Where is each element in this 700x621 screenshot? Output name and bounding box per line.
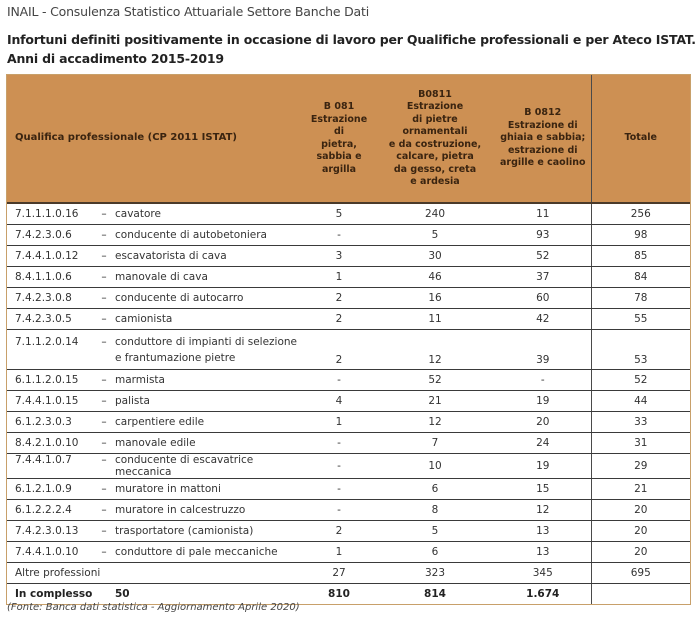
table-row: [7, 330, 690, 370]
separator-dash: –: [101, 546, 107, 558]
value-b0811: 52: [375, 370, 495, 391]
value-totale: 55: [591, 309, 690, 330]
total-label-cell: [7, 584, 303, 605]
total-value-4: 1.674: [526, 588, 560, 600]
qualifica-cell: [7, 412, 303, 433]
separator-dash: –: [101, 313, 107, 325]
qualifica-cell: [7, 521, 303, 542]
value-b0811: 6: [375, 542, 495, 563]
header-line: Estrazione: [406, 101, 464, 112]
qualifica-code: 8.4.2.1.0.10: [15, 437, 79, 449]
qualifica-name: [115, 313, 303, 325]
header-line: B 0812: [524, 107, 562, 119]
value-b081: 5: [303, 203, 375, 225]
qualifica-code: 7.4.2.3.0.6: [15, 229, 72, 241]
separator-dash: –: [101, 504, 107, 516]
separator-dash: –: [101, 374, 107, 386]
separator-dash: –: [101, 292, 107, 304]
value-b0812: 13: [495, 521, 591, 542]
value-b0812: 19: [495, 454, 591, 479]
separator-dash: –: [101, 416, 107, 428]
qualifica-content: [7, 454, 303, 478]
value-totale: 21: [591, 479, 690, 500]
qualifica-code: 6.1.2.2.2.4: [15, 504, 72, 516]
qualifica-name-line: muratore in calcestruzzo: [115, 504, 246, 516]
value-b0812: 39: [495, 330, 591, 370]
header-line: di pietre: [412, 113, 458, 125]
qualifica-content: [7, 229, 303, 241]
qualifica-name-line: conduttore di pale meccaniche: [115, 546, 278, 558]
value-b0811: 46: [375, 267, 495, 288]
table-header-row: [7, 75, 690, 203]
separator-dash: –: [101, 395, 107, 407]
value-totale: 20: [591, 521, 690, 542]
value-totale: 256: [591, 203, 690, 225]
table-row: [7, 433, 690, 454]
value-b081: 2: [303, 330, 375, 370]
qualifica-cell: [7, 246, 303, 267]
value-totale: 85: [591, 246, 690, 267]
header-totale: Totale: [591, 75, 690, 203]
total-value-3: 814: [424, 588, 446, 600]
value-b0812: 15: [495, 479, 591, 500]
qualifica-name-line: camionista: [115, 313, 173, 325]
grand-total-row: [7, 584, 690, 605]
qualifica-name: [115, 416, 303, 428]
qualifica-name-line: conduttore di impianti di selezione: [115, 335, 298, 348]
header-qualifica: Qualifica professionale (CP 2011 ISTAT): [7, 75, 303, 203]
header-line: B0811: [418, 88, 452, 100]
qualifica-name-line: escavatorista di cava: [115, 250, 227, 262]
qualifica-content: [7, 483, 303, 495]
value-b0812: 11: [495, 203, 591, 225]
qualifica-code: 7.4.2.3.0.13: [15, 525, 79, 537]
table-row: [7, 370, 690, 391]
table-row: [7, 267, 690, 288]
header-line: B 081: [323, 101, 355, 112]
title-line-2: Anni di accadimento 2015-2019: [7, 51, 224, 66]
value-b081: -: [303, 454, 375, 479]
qualifica-name: [115, 504, 303, 516]
qualifica-code: 7.4.4.1.0.15: [15, 395, 79, 407]
value-b0812: 12: [495, 500, 591, 521]
qualifica-code: 8.4.1.1.0.6: [15, 271, 72, 283]
value-totale: 33: [591, 412, 690, 433]
total-label-content: [7, 588, 303, 600]
table-row: [7, 391, 690, 412]
value-b0812: -: [495, 370, 591, 391]
separator-dash: –: [101, 250, 107, 262]
qualifica-cell: [7, 370, 303, 391]
header-b0811: [375, 75, 495, 203]
total-value-5: [591, 584, 690, 605]
value-totale: 78: [591, 288, 690, 309]
qualifica-content: [7, 525, 303, 537]
header-line: argilla: [321, 163, 357, 175]
table-body: [7, 203, 690, 604]
table-row: [7, 542, 690, 563]
qualifica-name-line: e frantumazione pietre: [115, 351, 236, 364]
total-label: In complesso: [15, 588, 93, 600]
qualifica-name: [115, 546, 303, 558]
qualifica-cell: [7, 391, 303, 412]
value-b081: 4: [303, 391, 375, 412]
value-b0811: 12: [375, 330, 495, 370]
other-professions-row: [7, 563, 690, 584]
value-totale: 31: [591, 433, 690, 454]
qualifica-content: [7, 395, 303, 407]
qualifica-content: [7, 504, 303, 516]
separator-dash: –: [101, 525, 107, 537]
header-line: calcare, pietra: [396, 151, 474, 162]
qualifica-code: 6.1.2.1.0.9: [15, 483, 72, 495]
qualifica-code: 7.4.2.3.0.8: [15, 292, 72, 304]
value-b0811: 16: [375, 288, 495, 309]
value-b0812: 60: [495, 288, 591, 309]
value-b0812: 20: [495, 412, 591, 433]
qualifica-name: [115, 229, 303, 241]
value-b0811: 323: [375, 563, 495, 584]
value-b0811: 5: [375, 521, 495, 542]
header-line: Estrazione di: [310, 113, 368, 137]
value-b0811: 11: [375, 309, 495, 330]
qualifica-name-line: conducente di autocarro: [115, 292, 244, 304]
qualifica-name-line: conducente di escavatrice meccanica: [115, 454, 254, 478]
value-b0811: 30: [375, 246, 495, 267]
separator-dash: –: [101, 483, 107, 495]
value-totale: 20: [591, 542, 690, 563]
table-row: [7, 225, 690, 246]
qualifica-cell: [7, 309, 303, 330]
separator-dash: –: [101, 208, 107, 220]
qualifica-content: [7, 313, 303, 325]
table-row: [7, 246, 690, 267]
footnote: (Fonte: Banca dati statistica - Aggiornamento Aprile 2020): [7, 602, 300, 613]
value-b0811: 7: [375, 433, 495, 454]
value-totale: 44: [591, 391, 690, 412]
separator-dash: –: [101, 335, 107, 348]
qualifica-code: 7.4.2.3.0.5: [15, 313, 72, 325]
table-row: [7, 454, 690, 479]
qualifica-code: 6.1.2.3.0.3: [15, 416, 72, 428]
qualifica-name: [115, 374, 303, 386]
qualifica-cell: [7, 225, 303, 246]
qualifica-content: [7, 336, 303, 364]
qualifica-content: [7, 208, 303, 220]
qualifica-code: 6.1.1.2.0.15: [15, 374, 79, 386]
qualifica-cell: [7, 500, 303, 521]
other-label: Altre professioni: [7, 563, 303, 584]
qualifica-name-line: trasportatore (camionista): [115, 525, 254, 537]
qualifica-name-line: palista: [115, 395, 150, 407]
value-b081: -: [303, 370, 375, 391]
qualifica-name: [115, 454, 303, 478]
qualifica-name: [115, 395, 303, 407]
table-row: [7, 288, 690, 309]
qualifica-code: 7.4.4.1.0.10: [15, 546, 79, 558]
qualifica-name: [115, 292, 303, 304]
value-totale: 695: [591, 563, 690, 584]
value-totale: 29: [591, 454, 690, 479]
value-b081: -: [303, 225, 375, 246]
value-b0812: 345: [495, 563, 591, 584]
header-b0812: [495, 75, 591, 203]
header-line: estrazione di: [507, 144, 578, 156]
qualifica-content: [7, 250, 303, 262]
value-b0811: 10: [375, 454, 495, 479]
value-b0811: 6: [375, 479, 495, 500]
qualifica-cell: [7, 330, 303, 370]
data-table: [7, 75, 690, 604]
qualifica-content: [7, 292, 303, 304]
qualifica-name-line: carpentiere edile: [115, 416, 205, 428]
value-b0812: 24: [495, 433, 591, 454]
qualifica-name: [115, 208, 303, 220]
qualifica-name-line: manovale di cava: [115, 271, 208, 283]
value-totale: 98: [591, 225, 690, 246]
title-line-1: Infortuni definiti positivamente in occasione di lavoro per Qualifiche professionali e per Ateco ISTAT.: [7, 32, 696, 47]
value-b0811: 5: [375, 225, 495, 246]
qualifica-content: [7, 546, 303, 558]
value-b0811: 8: [375, 500, 495, 521]
value-b081: 1: [303, 412, 375, 433]
source-line: INAIL - Consulenza Statistico Attuariale Settore Banche Dati: [7, 4, 369, 19]
value-b0812: 13: [495, 542, 591, 563]
value-b0812: 37: [495, 267, 591, 288]
table-row: [7, 500, 690, 521]
value-totale: 53: [591, 330, 690, 370]
value-b081: 1: [303, 267, 375, 288]
qualifica-content: [7, 437, 303, 449]
total-value-2: 810: [328, 588, 350, 600]
qualifica-name: [115, 437, 303, 449]
value-b081: -: [303, 433, 375, 454]
value-b081: 2: [303, 309, 375, 330]
qualifica-content: [7, 416, 303, 428]
value-totale: 84: [591, 267, 690, 288]
data-table-container: [6, 74, 691, 605]
value-b0811: 240: [375, 203, 495, 225]
header-line: argille e caolino: [499, 157, 586, 169]
qualifica-name-line: manovale edile: [115, 437, 196, 449]
qualifica-name-line: cavatore: [115, 208, 161, 220]
separator-dash: –: [101, 229, 107, 241]
value-totale: 20: [591, 500, 690, 521]
table-row: [7, 521, 690, 542]
value-b081: 27: [303, 563, 375, 584]
qualifica-cell: [7, 542, 303, 563]
total-value-1: 50: [115, 588, 130, 600]
table-row: [7, 479, 690, 500]
qualifica-cell: [7, 267, 303, 288]
separator-dash: –: [101, 454, 107, 466]
qualifica-name: [115, 271, 303, 283]
qualifica-cell: [7, 479, 303, 500]
qualifica-code: 7.1.1.2.0.14: [15, 335, 79, 348]
value-b081: 3: [303, 246, 375, 267]
value-b081: 1: [303, 542, 375, 563]
qualifica-content: [7, 271, 303, 283]
value-b0812: 93: [495, 225, 591, 246]
qualifica-name: [115, 250, 303, 262]
qualifica-cell: [7, 203, 303, 225]
value-b081: 2: [303, 521, 375, 542]
value-b0811: 12: [375, 412, 495, 433]
value-b081: -: [303, 479, 375, 500]
value-b0812: 19: [495, 391, 591, 412]
qualifica-name-line: conducente di autobetoniera: [115, 229, 267, 241]
header-line: Estrazione di: [507, 119, 578, 131]
table-row: [7, 412, 690, 433]
qualifica-cell: [7, 288, 303, 309]
value-b081: 2: [303, 288, 375, 309]
table-row: [7, 203, 690, 225]
value-b0812: 52: [495, 246, 591, 267]
qualifica-name: [115, 525, 303, 537]
table-title: [7, 30, 697, 68]
value-b0811: 21: [375, 391, 495, 412]
value-totale: 52: [591, 370, 690, 391]
header-line: da gesso, creta: [393, 163, 477, 175]
qualifica-cell: [7, 454, 303, 479]
qualifica-name: [115, 336, 303, 364]
header-line: e ardesia: [410, 176, 460, 187]
header-b081: [303, 75, 375, 203]
qualifica-cell: [7, 433, 303, 454]
header-line: ghiaia e sabbia;: [500, 132, 586, 144]
table-row: [7, 309, 690, 330]
qualifica-name-line: muratore in mattoni: [115, 483, 221, 495]
separator-dash: –: [101, 271, 107, 283]
qualifica-code: 7.4.4.1.0.12: [15, 250, 79, 262]
qualifica-code: 7.1.1.1.0.16: [15, 208, 79, 220]
qualifica-name: [115, 483, 303, 495]
qualifica-code: 7.4.4.1.0.7: [15, 454, 72, 466]
header-line: ornamentali: [402, 126, 468, 137]
header-line: pietra, sabbia e: [316, 138, 362, 162]
qualifica-content: [7, 374, 303, 386]
value-b081: -: [303, 500, 375, 521]
separator-dash: –: [101, 437, 107, 449]
value-b0812: 42: [495, 309, 591, 330]
qualifica-name-line: marmista: [115, 374, 165, 386]
header-line: e da costruzione,: [388, 138, 482, 150]
